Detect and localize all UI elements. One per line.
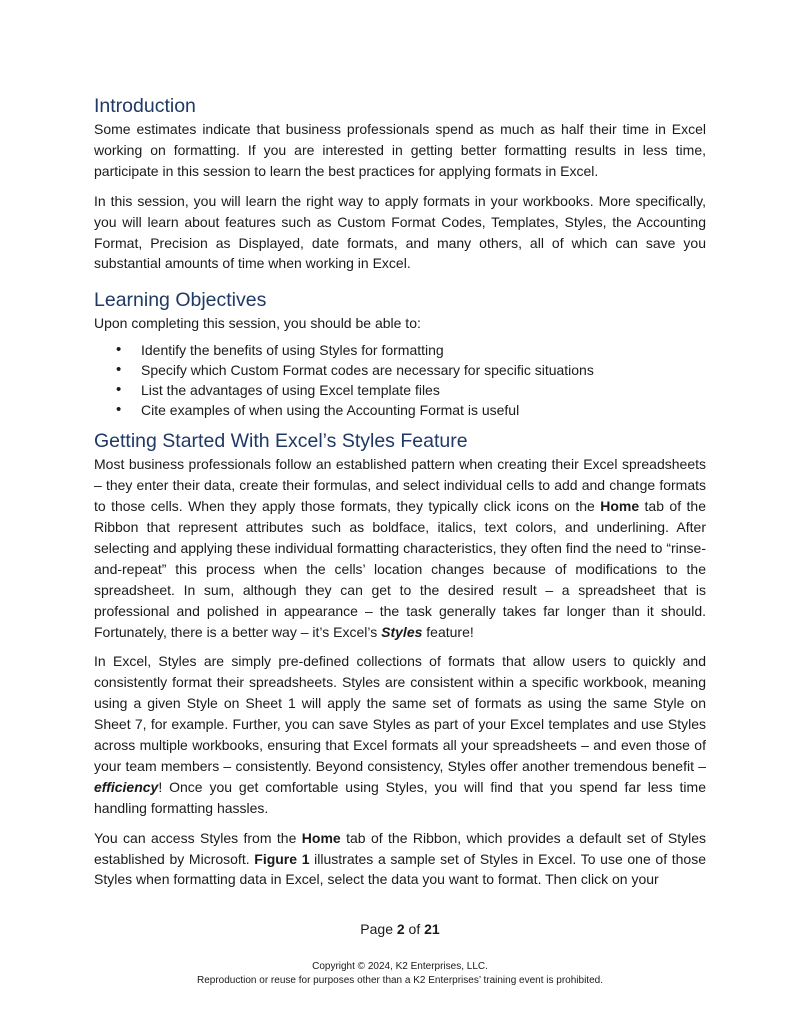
intro-paragraph-2: In this session, you will learn the right way to apply formats in your workbooks. More specifically, you will learn about features such as Custom Format Codes, Templates, Styles, the Accounting Format, Precision as Displayed, date formats, and many others, all of which can save you substantial amounts of time when working in Excel. [94,192,706,272]
document-body [94,93,706,899]
styles-paragraph-2: In Excel, Styles are simply pre-defined collections of formats that allow users to quickly and consistently format their spreadsheets. Styles are consistent within a specific workbook, meaning using a given Style on Sheet 1 will apply the same set of formats as using the same Style on Sheet 7, for example. Further, you can save Styles as part of your Excel templates and use Styles across multiple workbooks, ensuring that Excel formats all your spreadsheets – and even those of your team members – consistently. Beyond consistency, Styles offer another tremendous benefit – efficiency! Once you get comfortable using Styles, you will find that you spend far less time handling formatting hassles. [94,653,706,816]
list-item: • Specify which Custom Format codes are necessary for specific situations [94,360,706,380]
styles-term: Styles [381,623,423,640]
page-number: Page 2 of 21 [360,921,440,937]
intro-paragraph-1: Some estimates indicate that business professionals spend as much as half their time in Excel working on formatting. If you are interested in getting better formatting results in less time, participate in this session to learn the best practices for applying formats in Excel. [94,121,706,179]
list-item: • Identify the benefits of using Styles for formatting [94,340,706,360]
home-term: Home [301,829,341,846]
copyright-line: Copyright © 2024, K2 Enterprises, LLC. [312,961,488,972]
heading-introduction: Introduction [94,95,196,117]
home-term: Home [600,498,640,515]
copyright-footer [0,960,800,988]
figure-reference: Figure 1 [254,850,310,867]
reproduction-notice: Reproduction or reuse for purposes other than a K2 Enterprises’ training event is prohibited. [197,975,603,986]
heading-learning-objectives: Learning Objectives [94,289,267,312]
styles-paragraph-1: Most business professionals follow an established pattern when creating their Excel spreadsheets – they enter their data, create their formulas, and select individual cells to add and change formats to those cells. When they apply those formats, they typically click icons on the Home tab of the Ribbon that represent attributes such as boldface, italics, text colors, and underlining. After selecting and applying these individual formatting characteristics, they often find the need to “rinse-and-repeat” this process when the cells’ location changes because of modifications to the spreadsheet. In sum, although they can get to the desired result – a spreadsheet that is professional and polished in appearance – the task generally takes far longer than it should. Fortunately, there is a better way – it’s Excel’s Styles feature! [94,456,706,640]
efficiency-term: efficiency [94,778,159,795]
list-item: • List the advantages of using Excel template files [94,380,706,400]
list-item: • Cite examples of when using the Accounting Format is useful [94,400,706,420]
objectives-list [94,340,706,420]
styles-paragraph-3: You can access Styles from the Home tab of the Ribbon, which provides a default set of Styles established by Microsoft. Figure 1 illustrates a sample set of Styles in Excel. To use one of those Styles when formatting data in Excel, select the data you want to format. Then click on your [94,829,706,888]
objectives-intro: Upon completing this session, you should be able to: [94,315,421,332]
heading-styles-feature: Getting Started With Excel’s Styles Feature [94,430,468,453]
